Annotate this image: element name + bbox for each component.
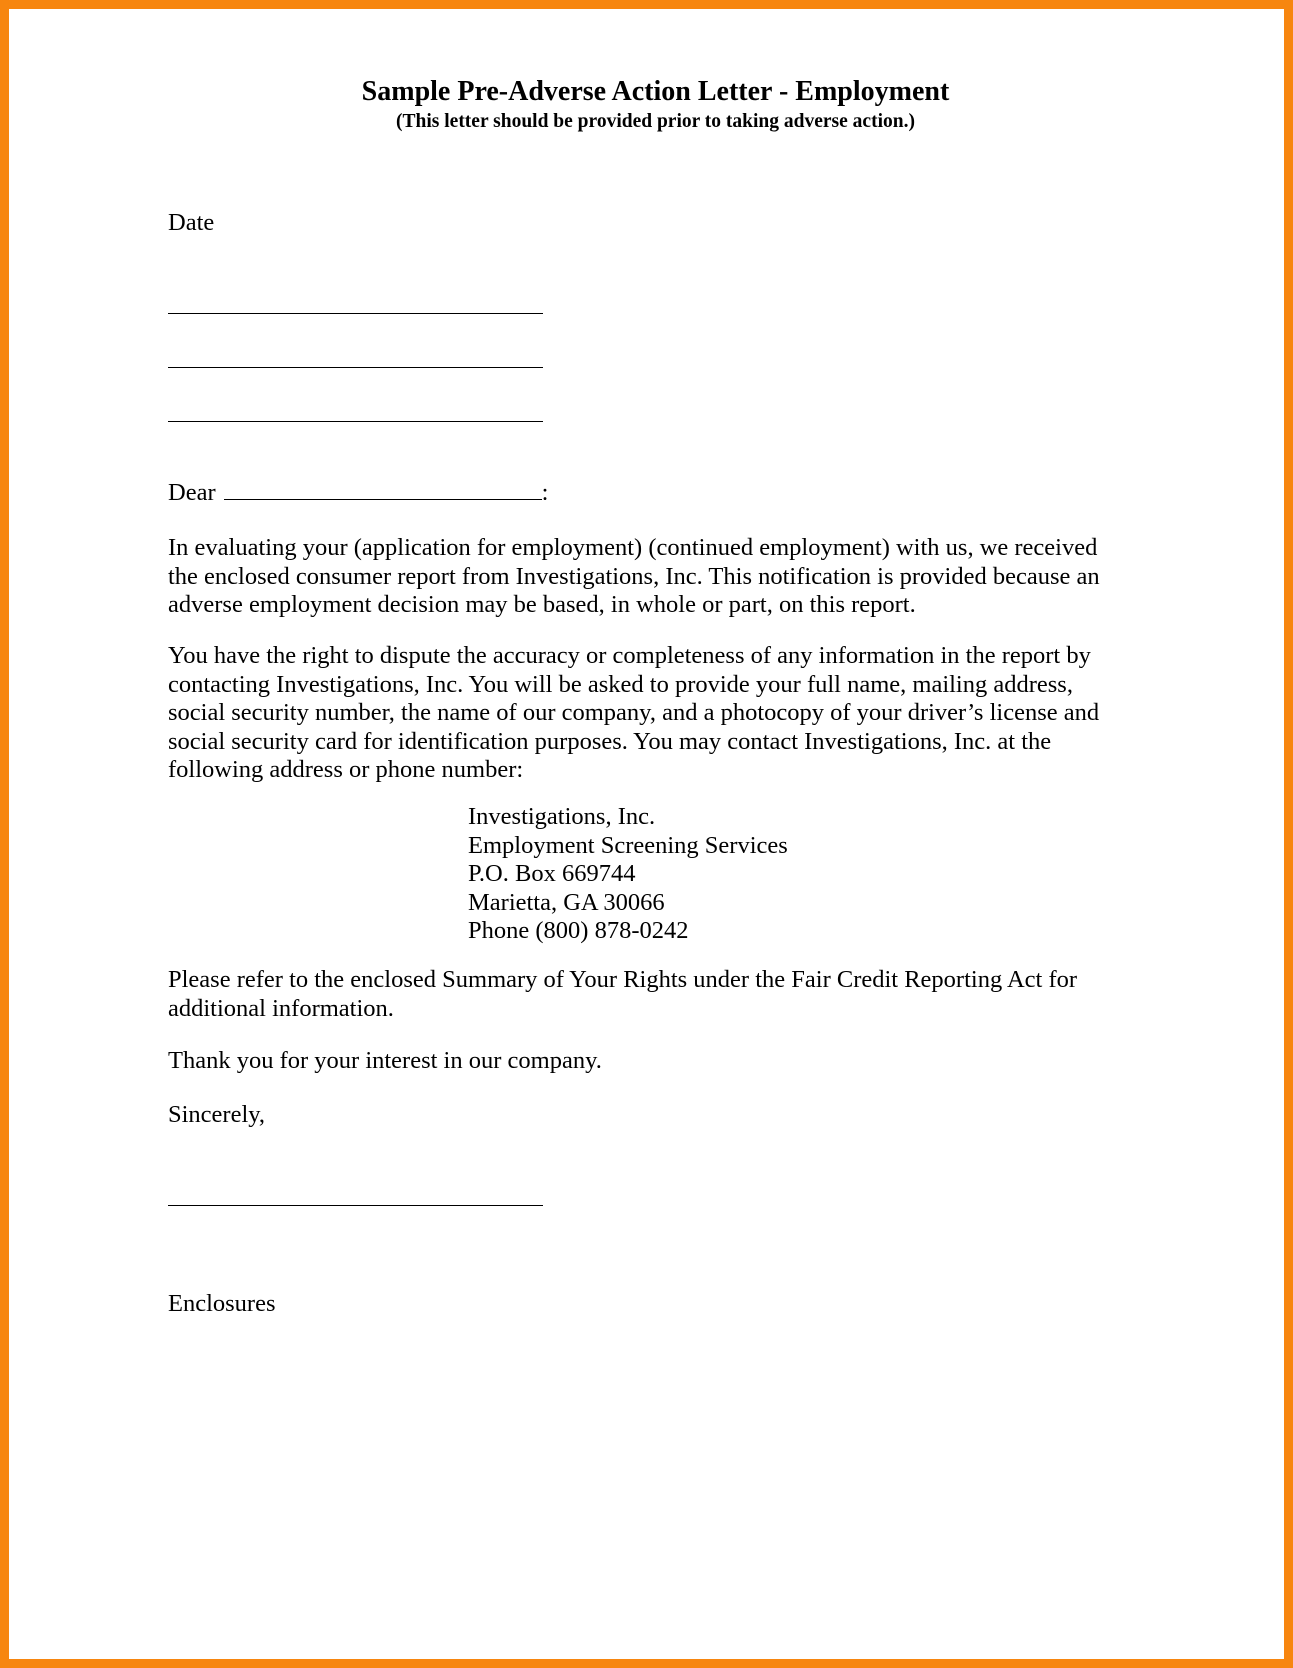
paragraph-line: contacting Investigations, Inc. You will be asked to provide your full name, mailing address, (168, 670, 1073, 698)
closing-line: Sincerely, (168, 1101, 266, 1128)
paragraph-line: social security card for identification purposes. You may contact Investigations, Inc. at the (168, 727, 1052, 755)
salutation-prefix: Dear (168, 479, 216, 506)
agency-address (468, 803, 788, 946)
paragraph-line: adverse employment decision may be based, in whole or part, on this report. (168, 591, 916, 618)
paragraph-line: following address or phone number: (168, 756, 524, 783)
address-department: Employment Screening Services (468, 831, 788, 859)
salutation-blank-line (224, 499, 542, 500)
address-city-state-zip: Marietta, GA 30066 (468, 888, 665, 916)
enclosures-label: Enclosures (168, 1290, 276, 1317)
address-phone: Phone (800) 878-0242 (468, 917, 689, 944)
paragraph-line: social security number, the name of our company, and a photocopy of your driver’s license and (168, 699, 1100, 726)
paragraph-line: Please refer to the enclosed Summary of Your Rights under the Fair Credit Reporting Act for (168, 966, 1078, 993)
salutation-suffix: : (541, 479, 549, 506)
paragraph-evaluation (168, 534, 1100, 620)
paragraph-line: In evaluating your (application for employment) (continued employment) with us, we received (168, 534, 1098, 561)
signature-line (168, 1205, 543, 1206)
letter-title: Sample Pre-Adverse Action Letter - Employment (361, 76, 950, 107)
thank-you-line: Thank you for your interest in our company. (168, 1047, 602, 1074)
address-company: Investigations, Inc. (468, 803, 656, 830)
date-label: Date (168, 209, 215, 236)
paragraph-summary-of-rights (168, 966, 1077, 1023)
paragraph-dispute-rights (168, 642, 1099, 785)
salutation (168, 479, 548, 508)
letter-subtitle: (This letter should be provided prior to taking adverse action.) (396, 111, 915, 132)
recipient-line-2 (168, 367, 543, 368)
recipient-line-1 (168, 313, 543, 314)
address-po-box: P.O. Box 669744 (468, 860, 636, 887)
recipient-line-3 (168, 421, 543, 422)
paragraph-line: the enclosed consumer report from Investigations, Inc. This notification is provided because an (168, 562, 1100, 590)
paragraph-line: You have the right to dispute the accuracy or completeness of any information in the report by (168, 642, 1091, 669)
paragraph-line: additional information. (168, 994, 394, 1022)
